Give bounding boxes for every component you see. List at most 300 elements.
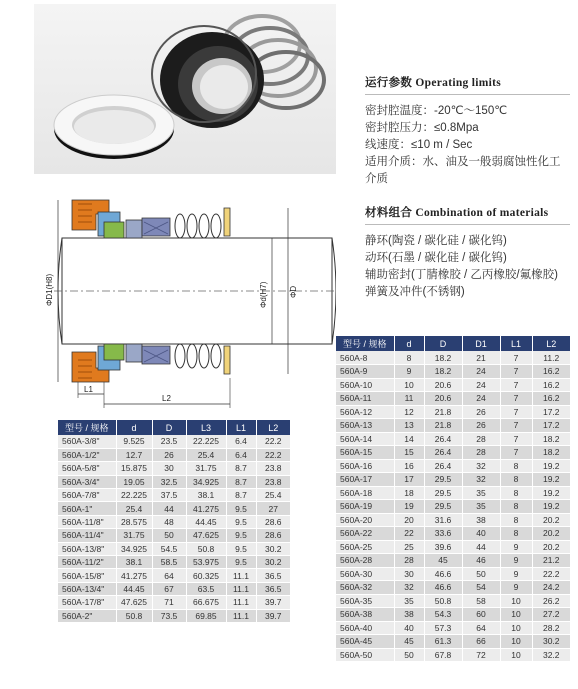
model-cell: 560A-2" [58,609,116,622]
value-cell: 50 [394,648,424,662]
table-row [336,378,570,392]
value-cell: 10 [500,635,532,649]
value-cell: 38.1 [116,556,152,569]
value-cell: 9.5 [226,515,256,528]
model-cell: 560A-15 [336,446,394,460]
table-row [336,392,570,406]
value-cell: 46 [462,554,500,568]
value-cell: 17.2 [532,405,570,419]
table-row [58,556,290,569]
value-cell: 73.5 [152,609,186,622]
value-cell: 29.5 [424,486,462,500]
value-cell: 25.4 [256,489,290,502]
model-cell: 560A-22 [336,527,394,541]
operating-limit-line: 适用介质：水、油及一般弱腐蚀性化工介质 [365,156,561,185]
value-cell: 19.2 [532,459,570,473]
value-cell: 46.6 [424,581,462,595]
value-cell: 11 [394,392,424,406]
model-cell: 560A-12 [336,405,394,419]
value-cell: 69.85 [186,609,226,622]
materials-title [365,204,570,225]
operating-limits-section [365,74,570,188]
value-cell: 9.5 [226,542,256,555]
value-cell: 47.625 [186,529,226,542]
value-cell: 28.575 [116,515,152,528]
model-cell: 560A-11/2" [58,556,116,569]
value-cell: 67 [152,582,186,595]
value-cell: 28 [462,432,500,446]
table-row [336,540,570,554]
value-cell: 67.8 [424,648,462,662]
label-l2: L2 [162,394,171,403]
value-cell: 16.2 [532,365,570,379]
value-cell: 36.5 [256,569,290,582]
value-cell: 28.6 [256,515,290,528]
spec-table-metric [336,336,570,662]
value-cell: 25 [394,540,424,554]
value-cell: 31.75 [116,529,152,542]
value-cell: 8.7 [226,475,256,488]
column-header: d [116,420,152,435]
value-cell: 71 [152,596,186,609]
value-cell: 50 [152,529,186,542]
value-cell: 47.625 [116,596,152,609]
value-cell: 20.2 [532,527,570,541]
value-cell: 44 [462,540,500,554]
value-cell: 9 [500,540,532,554]
model-cell: 560A-13/4" [58,582,116,595]
value-cell: 50 [462,567,500,581]
value-cell: 9 [394,365,424,379]
value-cell: 7 [500,419,532,433]
value-cell: 54 [462,581,500,595]
value-cell: 19.2 [532,500,570,514]
value-cell: 16 [394,459,424,473]
table-row [58,569,290,582]
value-cell: 22.225 [186,435,226,448]
model-cell: 560A-50 [336,648,394,662]
operating-limit-line: 密封腔温度：-20℃～150℃ [365,105,508,117]
table-row [58,489,290,502]
value-cell: 21.8 [424,419,462,433]
value-cell: 44.45 [186,515,226,528]
model-cell: 560A-17 [336,473,394,487]
value-cell: 30.2 [256,542,290,555]
column-header: d [394,336,424,351]
value-cell: 30.2 [532,635,570,649]
value-cell: 11.1 [226,582,256,595]
column-header: 型号 / 规格 [336,336,394,351]
value-cell: 32.2 [532,648,570,662]
value-cell: 38 [462,513,500,527]
value-cell: 18.2 [424,365,462,379]
value-cell: 50.8 [116,609,152,622]
model-cell: 560A-14 [336,432,394,446]
model-cell: 560A-16 [336,459,394,473]
value-cell: 22.2 [256,435,290,448]
value-cell: 58.5 [152,556,186,569]
operating-limit-line: 密封腔压力：≤0.8Mpa [365,122,479,134]
value-cell: 39.7 [256,596,290,609]
value-cell: 48 [152,515,186,528]
value-cell: 18.2 [424,351,462,365]
value-cell: 18 [394,486,424,500]
spring-bottom [175,344,221,368]
value-cell: 8 [500,500,532,514]
value-cell: 61.3 [424,635,462,649]
value-cell: 19 [394,500,424,514]
value-cell: 6.4 [226,435,256,448]
value-cell: 14 [394,432,424,446]
model-cell: 560A-11/4" [58,529,116,542]
table-row [336,486,570,500]
model-cell: 560A-35 [336,594,394,608]
retainer-bottom [224,346,230,374]
value-cell: 40 [394,621,424,635]
table-row [336,500,570,514]
model-cell: 560A-38 [336,608,394,622]
table-row [58,448,290,461]
value-cell: 8 [394,351,424,365]
value-cell: 39.6 [424,540,462,554]
value-cell: 31.75 [186,462,226,475]
value-cell: 26.4 [424,459,462,473]
table-row [58,502,290,515]
value-cell: 63.5 [186,582,226,595]
table-row [336,567,570,581]
model-cell: 560A-7/8" [58,489,116,502]
value-cell: 27.2 [532,608,570,622]
table-row [336,608,570,622]
model-cell: 560A-5/8" [58,462,116,475]
value-cell: 8 [500,486,532,500]
value-cell: 57.3 [424,621,462,635]
value-cell: 30 [394,567,424,581]
value-cell: 7 [500,446,532,460]
value-cell: 12 [394,405,424,419]
table-row [58,435,290,448]
table-row [58,475,290,488]
table-row [336,527,570,541]
value-cell: 10 [394,378,424,392]
label-d1: ΦD1(H8) [45,273,54,306]
value-cell: 16.2 [532,378,570,392]
materials-title-en: Combination of materials [415,207,549,219]
value-cell: 13 [394,419,424,433]
value-cell: 19.2 [532,486,570,500]
table-row [58,582,290,595]
value-cell: 22 [394,527,424,541]
value-cell: 50.8 [424,594,462,608]
value-cell: 9.5 [226,529,256,542]
label-d: Φd(H7) [259,281,268,308]
table-row [336,459,570,473]
materials-section [365,204,570,301]
value-cell: 20.6 [424,378,462,392]
model-cell: 560A-32 [336,581,394,595]
value-cell: 45 [424,554,462,568]
column-header: D1 [462,336,500,351]
value-cell: 8.7 [226,489,256,502]
value-cell: 31.6 [424,513,462,527]
model-cell: 560A-3/4" [58,475,116,488]
value-cell: 22.225 [116,489,152,502]
value-cell: 10 [500,594,532,608]
model-cell: 560A-20 [336,513,394,527]
column-header: L1 [500,336,532,351]
table-row [58,596,290,609]
table-row [336,365,570,379]
table-row [336,473,570,487]
value-cell: 21.2 [532,554,570,568]
value-cell: 8 [500,527,532,541]
value-cell: 64 [462,621,500,635]
material-line: 动环(石墨 / 碳化硅 / 碳化钨) [365,252,507,264]
value-cell: 30.2 [256,556,290,569]
table-row [58,609,290,622]
column-header: L3 [186,420,226,435]
label-l1: L1 [84,385,93,394]
value-cell: 23.8 [256,475,290,488]
value-cell: 7 [500,365,532,379]
value-cell: 9.5 [226,556,256,569]
table-row [58,515,290,528]
value-cell: 24 [462,392,500,406]
value-cell: 28.2 [532,621,570,635]
table-row [336,405,570,419]
model-cell: 560A-9 [336,365,394,379]
value-cell: 64 [152,569,186,582]
value-cell: 54.5 [152,542,186,555]
value-cell: 10 [500,621,532,635]
operating-limits-title-cn: 运行参数 [365,75,413,89]
value-cell: 34.925 [116,542,152,555]
value-cell: 18.2 [532,432,570,446]
spec-table-inch [58,420,290,623]
table-row [58,462,290,475]
value-cell: 28 [462,446,500,460]
value-cell: 7 [500,378,532,392]
operating-limits-title-en: Operating limits [415,77,502,89]
value-cell: 26 [462,405,500,419]
value-cell: 22.2 [256,448,290,461]
table-row [336,446,570,460]
value-cell: 54.3 [424,608,462,622]
column-header: L2 [532,336,570,351]
value-cell: 28.6 [256,529,290,542]
value-cell: 32.5 [152,475,186,488]
value-cell: 7 [500,405,532,419]
value-cell: 66 [462,635,500,649]
value-cell: 20.2 [532,513,570,527]
value-cell: 7 [500,392,532,406]
value-cell: 33.6 [424,527,462,541]
value-cell: 19.2 [532,473,570,487]
material-line: 弹簧及冲件(不锈钢) [365,286,465,298]
table-row [336,581,570,595]
value-cell: 11.1 [226,609,256,622]
value-cell: 20 [394,513,424,527]
value-cell: 25.4 [116,502,152,515]
value-cell: 26.4 [424,446,462,460]
table-row [336,554,570,568]
value-cell: 27 [256,502,290,515]
value-cell: 10 [500,608,532,622]
column-header: D [152,420,186,435]
value-cell: 60.325 [186,569,226,582]
value-cell: 32 [462,459,500,473]
value-cell: 11.2 [532,351,570,365]
value-cell: 38 [394,608,424,622]
value-cell: 32 [394,581,424,595]
model-cell: 560A-11/8" [58,515,116,528]
material-line: 辅助密封(丁腈橡胶 / 乙丙橡胶/氟橡胶) [365,269,558,281]
label-big-d: ΦD [289,285,298,298]
table-row [336,594,570,608]
value-cell: 7 [500,351,532,365]
operating-limit-line: 线速度：≤10 m / Sec [365,139,473,151]
value-cell: 7 [500,432,532,446]
model-cell: 560A-25 [336,540,394,554]
table-header-row [336,336,570,351]
operating-limits-title [365,74,570,95]
value-cell: 38.1 [186,489,226,502]
value-cell: 26 [152,448,186,461]
model-cell: 560A-18 [336,486,394,500]
value-cell: 50.8 [186,542,226,555]
value-cell: 21.8 [424,405,462,419]
value-cell: 17 [394,473,424,487]
value-cell: 35 [462,500,500,514]
value-cell: 9.5 [226,502,256,515]
table-row [336,513,570,527]
value-cell: 41.275 [186,502,226,515]
value-cell: 40 [462,527,500,541]
model-cell: 560A-1" [58,502,116,515]
value-cell: 20.6 [424,392,462,406]
ceramic-ring [54,95,174,159]
column-header: 型号 / 规格 [58,420,116,435]
value-cell: 24 [462,378,500,392]
value-cell: 25.4 [186,448,226,461]
table-row [336,419,570,433]
model-cell: 560A-10 [336,378,394,392]
seat-ring-top [104,222,124,238]
value-cell: 66.675 [186,596,226,609]
value-cell: 29.5 [424,473,462,487]
value-cell: 16.2 [532,392,570,406]
value-cell: 15 [394,446,424,460]
value-cell: 15.875 [116,462,152,475]
spring-top [175,214,221,238]
value-cell: 53.975 [186,556,226,569]
value-cell: 45 [394,635,424,649]
value-cell: 17.2 [532,419,570,433]
seat-ring-bottom [104,344,124,360]
value-cell: 26 [462,419,500,433]
column-header: L2 [256,420,290,435]
value-cell: 26.2 [532,594,570,608]
table-row [336,648,570,662]
model-cell: 560A-15/8" [58,569,116,582]
value-cell: 46.6 [424,567,462,581]
value-cell: 30 [152,462,186,475]
value-cell: 9.525 [116,435,152,448]
value-cell: 11.1 [226,569,256,582]
value-cell: 34.925 [186,475,226,488]
value-cell: 19.05 [116,475,152,488]
value-cell: 23.5 [152,435,186,448]
value-cell: 8 [500,459,532,473]
value-cell: 44.45 [116,582,152,595]
value-cell: 24.2 [532,581,570,595]
column-header: D [424,336,462,351]
model-cell: 560A-30 [336,567,394,581]
value-cell: 9 [500,581,532,595]
model-cell: 560A-45 [336,635,394,649]
model-cell: 560A-17/8" [58,596,116,609]
table-header-row [58,420,290,435]
value-cell: 72 [462,648,500,662]
value-cell: 39.7 [256,609,290,622]
value-cell: 58 [462,594,500,608]
value-cell: 24 [462,365,500,379]
mechanical-seal-image [34,4,336,174]
table-row [58,529,290,542]
column-header: L1 [226,420,256,435]
value-cell: 37.5 [152,489,186,502]
value-cell: 32 [462,473,500,487]
value-cell: 41.275 [116,569,152,582]
model-cell: 560A-1/2" [58,448,116,461]
value-cell: 9 [500,567,532,581]
product-photo [34,4,336,174]
table-row [336,432,570,446]
model-cell: 560A-3/8" [58,435,116,448]
value-cell: 35 [462,486,500,500]
value-cell: 9 [500,554,532,568]
value-cell: 22.2 [532,567,570,581]
value-cell: 10 [500,648,532,662]
table-row [336,621,570,635]
value-cell: 26.4 [424,432,462,446]
model-cell: 560A-13 [336,419,394,433]
value-cell: 21 [462,351,500,365]
table-row [58,542,290,555]
value-cell: 28 [394,554,424,568]
model-cell: 560A-28 [336,554,394,568]
value-cell: 18.2 [532,446,570,460]
cross-section-drawing [34,178,336,410]
value-cell: 6.4 [226,448,256,461]
value-cell: 20.2 [532,540,570,554]
value-cell: 8.7 [226,462,256,475]
model-cell: 560A-11 [336,392,394,406]
table-row [336,351,570,365]
table-row [336,635,570,649]
value-cell: 44 [152,502,186,515]
value-cell: 12.7 [116,448,152,461]
value-cell: 36.5 [256,582,290,595]
material-line: 静环(陶瓷 / 碳化硅 / 碳化钨) [365,235,507,247]
value-cell: 8 [500,473,532,487]
model-cell: 560A-19 [336,500,394,514]
value-cell: 35 [394,594,424,608]
model-cell: 560A-13/8" [58,542,116,555]
value-cell: 29.5 [424,500,462,514]
value-cell: 11.1 [226,596,256,609]
model-cell: 560A-40 [336,621,394,635]
